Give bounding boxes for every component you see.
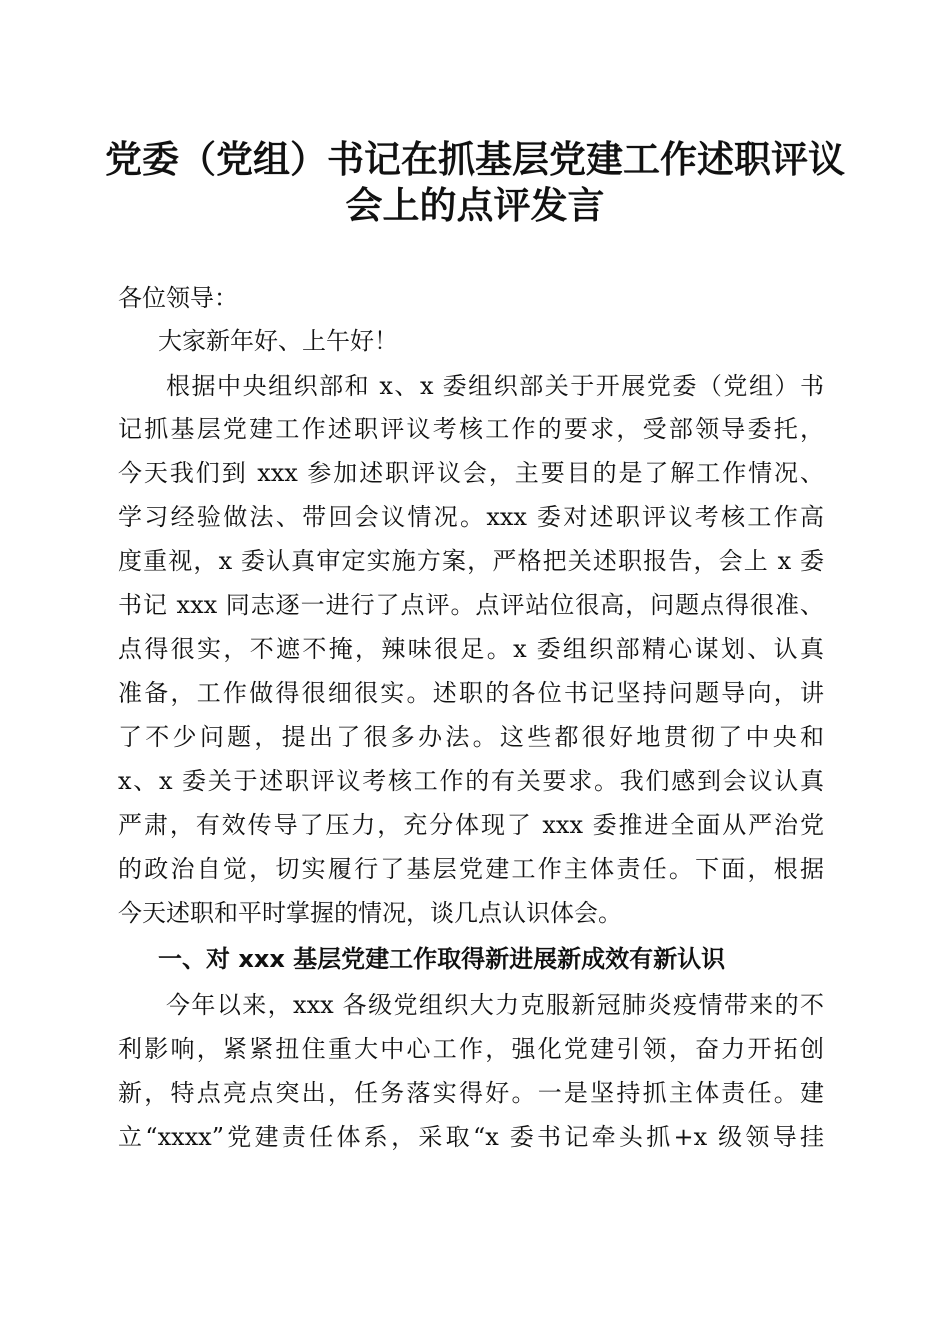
paragraph1-line: 书记 xxx 同志逐一进行了点评。点评站位很高，问题点得很准、	[118, 591, 824, 619]
paragraph1-line: 度重视，x 委认真审定实施方案，严格把关述职报告，会上 x 委	[118, 547, 824, 575]
paragraph1-line: 严肃，有效传导了压力，充分体现了 xxx 委推进全面从严治党	[118, 811, 824, 839]
greeting: 大家新年好、上午好！	[158, 327, 398, 355]
section-heading-1: 一、对 xxx 基层党建工作取得新进展新成效有新认识	[158, 945, 726, 973]
document-title-line-1: 党委（党组）书记在抓基层党建工作述职评议	[105, 137, 845, 181]
paragraph1-line: 根据中央组织部和 x、x 委组织部关于开展党委（党组）书	[166, 372, 824, 400]
salutation: 各位领导：	[118, 284, 238, 312]
paragraph2-line: 新，特点亮点突出，任务落实得好。一是坚持抓主体责任。建	[118, 1079, 824, 1107]
paragraph1-line: 点得很实，不遮不掩，辣味很足。x 委组织部精心谋划、认真	[118, 635, 824, 663]
paragraph1-line: 今天我们到 xxx 参加述职评议会，主要目的是了解工作情况、	[118, 459, 824, 487]
paragraph1-line: x、x 委关于述职评议考核工作的有关要求。我们感到会议认真	[118, 767, 824, 795]
paragraph1-line: 今天述职和平时掌握的情况，谈几点认识体会。	[118, 899, 622, 927]
paragraph2-line: 今年以来，xxx 各级党组织大力克服新冠肺炎疫情带来的不	[166, 991, 824, 1019]
document-title-line-2: 会上的点评发言	[345, 183, 605, 227]
paragraph1-line: 的政治自觉，切实履行了基层党建工作主体责任。下面，根据	[118, 855, 824, 883]
paragraph2-line: 立“xxxx”党建责任体系，采取“x 委书记牵头抓+x 级领导挂	[118, 1123, 824, 1151]
paragraph2-line: 利影响，紧紧扭住重大中心工作，强化党建引领，奋力开拓创	[118, 1035, 824, 1063]
paragraph1-line: 了不少问题，提出了很多办法。这些都很好地贯彻了中央和	[118, 723, 824, 751]
paragraph1-line: 准备，工作做得很细很实。述职的各位书记坚持问题导向，讲	[118, 679, 824, 707]
paragraph1-line: 学习经验做法、带回会议情况。xxx 委对述职评议考核工作高	[118, 503, 824, 531]
paragraph1-line: 记抓基层党建工作述职评议考核工作的要求，受部领导委托，	[118, 415, 824, 443]
